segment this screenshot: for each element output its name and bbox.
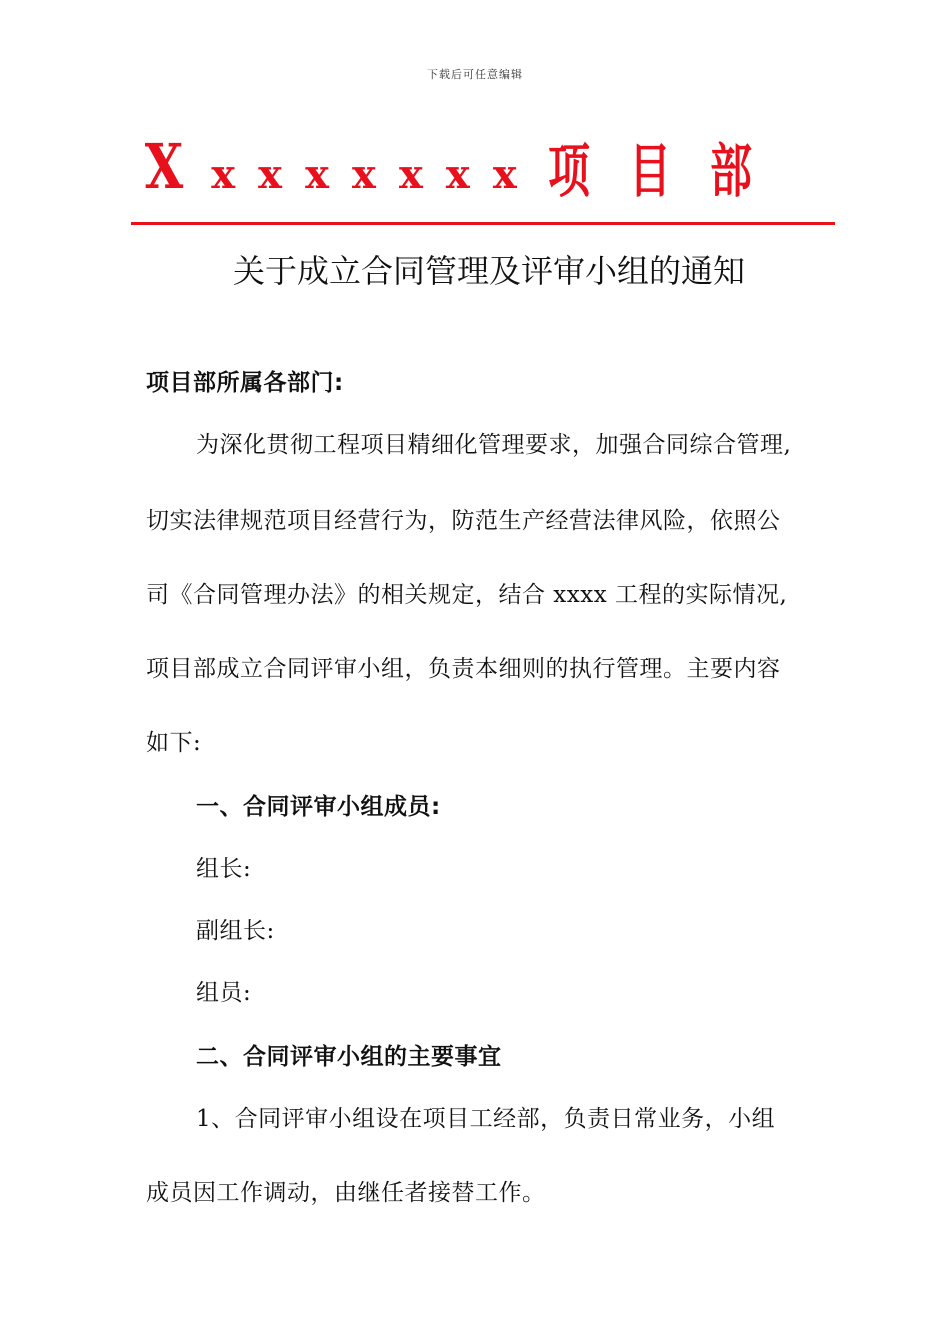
intro-line: 如下: xyxy=(146,730,202,756)
letterhead-letter: x xyxy=(258,150,282,198)
watermark-text: 下载后可任意编辑 xyxy=(427,68,523,81)
member-label: 组员: xyxy=(196,980,252,1006)
intro-line: 切实法律规范项目经营行为，防范生产经营法律风险，依照公 xyxy=(146,508,781,534)
letterhead xyxy=(140,126,760,206)
leader-label: 组长: xyxy=(196,856,252,882)
intro-line: 司《合同管理办法》的相关规定，结合 xxxx 工程的实际情况, xyxy=(146,582,788,608)
letterhead-letter: x xyxy=(305,150,329,198)
letterhead-divider xyxy=(131,222,835,225)
letterhead-letter: x xyxy=(211,150,236,198)
deputy-label: 副组长: xyxy=(196,918,275,944)
section-heading: 一、合同评审小组成员: xyxy=(196,794,441,820)
document-title: 关于成立合同管理及评审小组的通知 xyxy=(232,252,745,290)
salutation: 项目部所属各部门: xyxy=(146,370,344,396)
letterhead-dept-char: 项 xyxy=(547,137,590,205)
letterhead-dept-char: 目 xyxy=(628,137,671,205)
letterhead-letter: x xyxy=(445,150,470,198)
intro-line: 项目部成立合同评审小组，负责本细则的执行管理。主要内容 xyxy=(146,656,781,682)
section-heading: 二、合同评审小组的主要事宜 xyxy=(196,1044,502,1070)
intro-line: 为深化贯彻工程项目精细化管理要求，加强合同综合管理, xyxy=(196,432,792,458)
letterhead-letter: x xyxy=(398,150,423,198)
letterhead-letter: x xyxy=(492,150,517,198)
letterhead-dept-char: 部 xyxy=(710,137,752,205)
item-line: 成员因工作调动，由继任者接替工作。 xyxy=(146,1180,546,1206)
letterhead-letter: X xyxy=(144,129,184,203)
letterhead-letter: x xyxy=(352,150,376,198)
item-line: 1、合同评审小组设在项目工经部，负责日常业务，小组 xyxy=(196,1106,776,1132)
